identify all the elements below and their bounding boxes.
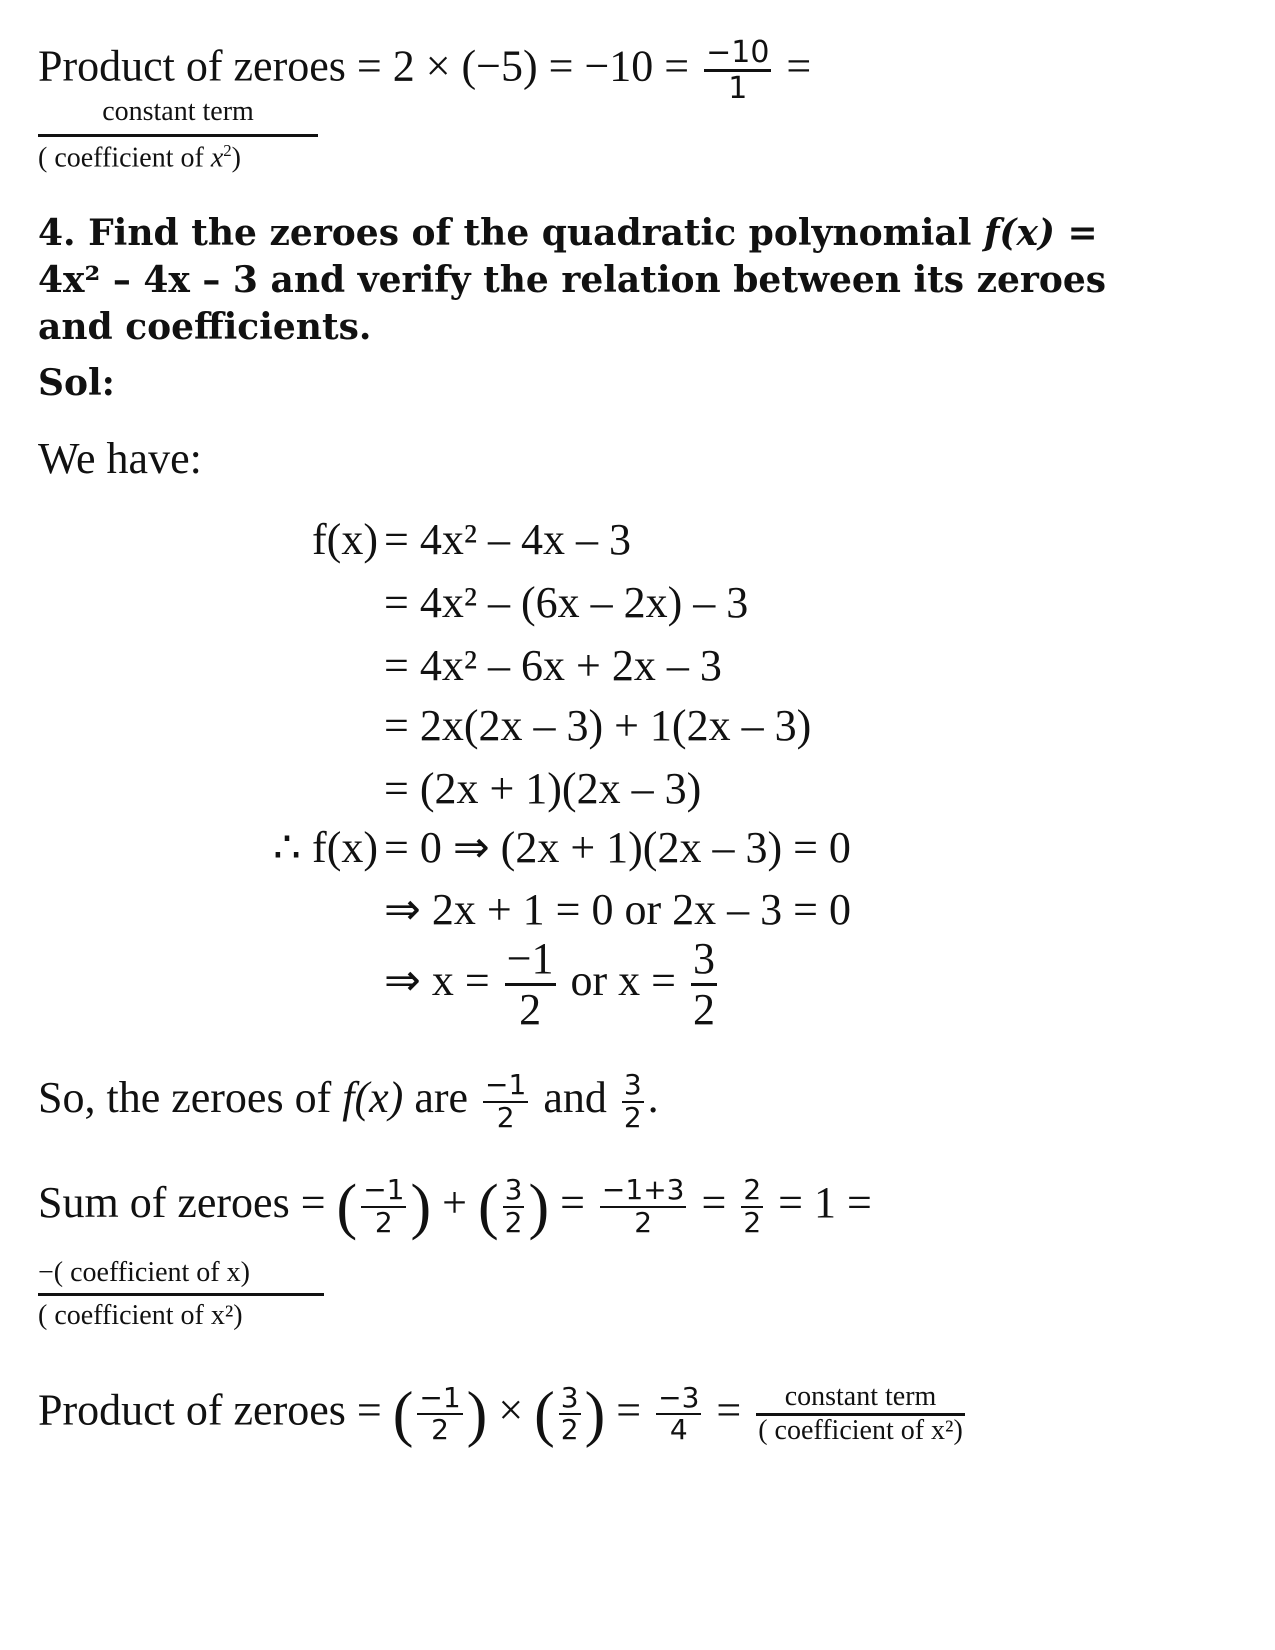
sum-of-zeroes-line: Sum of zeroes = ( $\frac{-1}{2}$ ) + ( $\frac{3}{2}$ ) = $\frac{-1+3}{2}$ = $\frac{2}{2}$ = 1 = [38, 1172, 872, 1241]
product-of-zeroes-line: Product of zeroes = ( $\frac{-1}{2}$ ) × ( $\frac{3}{2}$ ) = $\frac{-3}{4}$ = $\frac{\text{constant term}}{\text{( coefficient of x²)}}$ [38, 1380, 963, 1449]
previous-product-line: Product of zeroes = 2 × (−5) = −10 = $\frac{-10}{1}$ = [38, 35, 812, 106]
root-two-fraction: $\frac{3}{2}$ [692, 934, 715, 1035]
constant-over-coefficient-rule: constant term ( coefficient of $x^2$) [38, 96, 318, 174]
sum-rule-fraction: −( coefficient of x) ( coefficient of x²) [38, 1257, 324, 1332]
root-one-fraction: $\frac{-1}{2}$ [506, 934, 554, 1035]
zeroes-statement: So, the zeroes of f(x) are $\frac{-1}{2}$ and $\frac{3}{2}$ . [38, 1068, 659, 1134]
product-expression: Product of zeroes = 2 × (−5) = −10 = [38, 41, 690, 91]
sol-label: Sol: [38, 362, 115, 404]
question-4: 4. Find the zeroes of the quadratic polynomial f(x) = 4x² – 4x – 3 and verify the relation between its zeroes and coefficients. [38, 212, 1107, 348]
fraction-minus-ten-over-one: $\frac{-10}{1}$ [706, 35, 770, 106]
we-have-label: We have: [38, 434, 202, 483]
roots-line: ⇒ x = $\frac{-1}{2}$ or x = $\frac{3}{2}$ [384, 934, 715, 1035]
